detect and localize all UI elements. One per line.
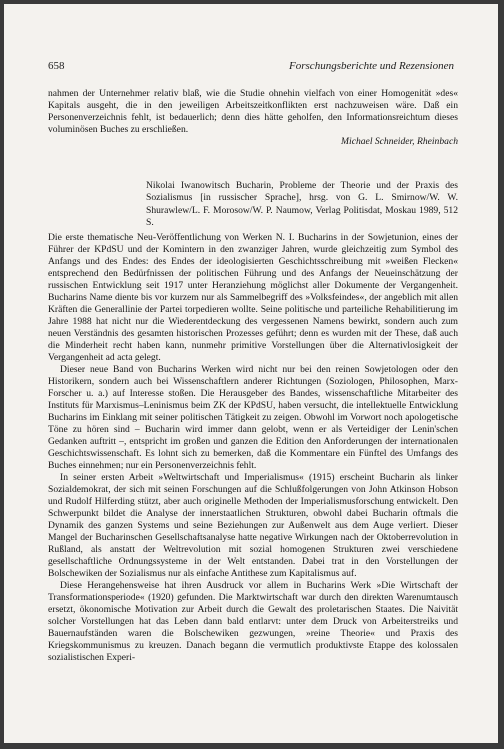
page-number: 658 <box>48 60 65 72</box>
review-signature: Michael Schneider, Rheinbach <box>341 136 458 147</box>
paragraph: In seiner ersten Arbeit »Weltwirtschaft und Imperialismus« (1915) erscheint Bucharin als linker Sozialdemokrat, der sich mit seinen Forschungen auf die Schlußfolgerungen von John Atkinson Hobson und Rudolf Hilferding stützt, aber auch originelle Methoden der Imperialismusforschung entwickelt. Den Schwerpunkt bildet die Analyse der innerstaatlichen Strukturen, obwohl dabei Bucharin oftmals die Dynamik des ganzen Systems und seine Beziehungen zur Außenwelt aus dem Auge verliert. Dieser Mangel der Bucharinschen Gesellschaftsanalyse hatte negative Wirkungen nach der Oktoberrevolution in Rußland, als anstatt der Weltrevolution mit sozial homogenen Strukturen zwei verschiedene gesellschaftliche Ordnungssysteme in der Welt entstanden. Dabei trat in den Vorstellungen der Bolschewiken der Sozialismus nur als einfache Antithese zum Kapitalismus auf. <box>48 472 458 579</box>
paragraph: Dieser neue Band von Bucharins Werken wird nicht nur bei den reinen Sowjetologen oder den Historikern, sondern auch bei Wissenschaftlern anderer Richtungen (Soziologen, Philosophen, Marx-Forscher u. a.) auf Interesse stoßen. Die Herausgeber des Bandes, wissenschaftliche Mitarbeiter des Instituts für Marxismus–Leninismus beim ZK der KPdSU, haben versucht, die intellektuelle Entwicklung Bucharins im Einklang mit seiner politischen Tätigkeit zu zeigen. Obwohl im Vorwort noch apologetische Töne zu hören sind – Bucharin wird immer dann gelobt, wenn er als Verteidiger der Lenin'schen Gedanken auftritt –, entspricht im großen und ganzen die Edition den Anforderungen der internationalen Geschichtswissenschaft. Es lohnt sich zu bemerken, daß die Kommentare ein Fünftel des Umfangs des Buches einnehmen; nur ein Personenverzeichnis fehlt. <box>48 364 458 471</box>
intro-section <box>48 88 458 148</box>
intro-paragraph: nahmen der Unternehmer relativ blaß, wie die Studie ohnehin vielfach von einer Homogenität »des« Kapitals ausgeht, die in den jeweiligen Arbeitszeitkonflikten erst nachzuweisen wäre. Daß ein Personenverzeichnis fehlt, ist bedauerlich; denn dies hätte geholfen, den Informationsreichtum dieses voluminösen Buches zu erschließen. <box>48 88 458 135</box>
paragraph: Diese Herangehensweise hat ihren Ausdruck vor allem in Bucharins Werk »Die Wirtschaft der Transformationsperiode« (1920) gefunden. Die Marktwirtschaft war durch den direkten Warenumtausch ersetzt, ökonomische Motivation zur Arbeit durch die Gewalt des proletarischen Staates. Die Naivität solcher Vorstellungen hat das Leben dann bald entlarvt: unter dem Druck von Arbeiterstreiks und Bauernaufständen waren die Bolschewiken gezwungen, »reine Theorie« und Praxis des Kriegskommunismus zu kreuzen. Danach begann die vermutlich produktivste Etappe des kolossalen sozialistischen Experi- <box>48 580 458 663</box>
book-reference: Nikolai Iwanowitsch Bucharin, Probleme der Theorie und der Praxis des Sozialismus [in russischer Sprache], hrsg. von G. L. Smirnow/W. W. Shurawlew/L. F. Morosow/W. P. Naumow, Verlag Politisdat, Moskau 1989, 512 S. <box>146 180 458 229</box>
page-header <box>48 60 454 72</box>
paragraph: Die erste thematische Neu-Veröffentlichung von Werken N. I. Bucharins in der Sowjetunion, eines der Führer der KPdSU und der Komintern in den zwanziger Jahren, wurde gleichzeitig zum Symbol des Anfangs und des Endes: des Endes der ideologisierten Geschichtsschreibung mit »weißen Flecken« entsprechend den Bedürfnissen der politischen Führung und des Anfangs der Neueinschätzung der russischen Entwicklung seit 1917 unter Heranziehung möglichst aller Dokumente der Vergangenheit. Bucharins Name diente bis vor kurzem nur als Sammelbegriff des »Volksfeindes«, der angeblich mit allen Kräften die Generallinie der Partei torpedieren wollte. Seine politische und parteiliche Rehabilitierung im Jahre 1988 hat nicht nur die Wiederentdeckung des vergessenen Namens bewirkt, sondern auch zum neuen Verständnis des gesamten historischen Prozesses geführt; denn es wurden mit der These, daß auch die Minderheit recht haben kann, nunmehr primitive Vorstellungen über die Alternativlosigkeit der Vergangenheit ad acta gelegt. <box>48 232 458 363</box>
running-title: Forschungsberichte und Rezensionen <box>289 60 454 72</box>
document-page <box>4 4 498 743</box>
review-body <box>48 232 458 664</box>
